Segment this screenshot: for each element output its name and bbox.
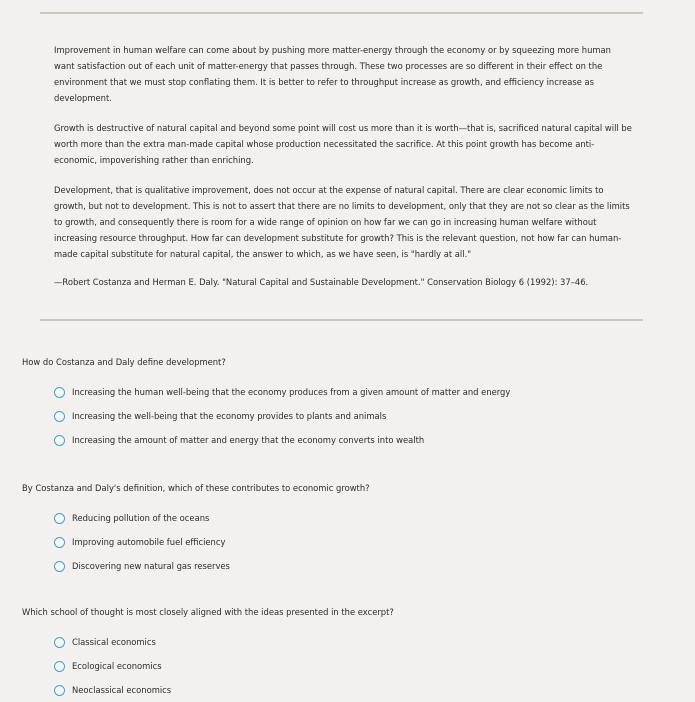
question-1-option-3[interactable] bbox=[54, 428, 662, 452]
question-2-option-1[interactable] bbox=[54, 506, 662, 530]
passage-paragraph-2: Growth is destructive of natural capital and beyond some point will cost us more than it is worth—that is, sacrificed natural capital will be worth more than the extra man-made capital whose production necessitated the sacrifice. At this point growth has become anti-economic, impoverishing rather than enriching. bbox=[54, 123, 632, 165]
radio-button[interactable] bbox=[54, 387, 65, 398]
question-3 bbox=[22, 604, 662, 702]
question-2-options bbox=[54, 506, 662, 578]
question-3-option-2[interactable] bbox=[54, 654, 662, 678]
option-label: Increasing the human well-being that the economy produces from a given amount of matter and energy bbox=[72, 387, 511, 397]
excerpt-passage bbox=[54, 42, 634, 304]
radio-button[interactable] bbox=[54, 537, 65, 548]
question-1 bbox=[22, 354, 662, 452]
option-label: Reducing pollution of the oceans bbox=[72, 513, 210, 523]
top-divider bbox=[40, 12, 643, 14]
option-label: Discovering new natural gas reserves bbox=[72, 561, 230, 571]
radio-button[interactable] bbox=[54, 513, 65, 524]
passage-citation: —Robert Costanza and Herman E. Daly. "Natural Capital and Sustainable Development." Conservation Biology 6 (1992): 37–46. bbox=[54, 277, 589, 287]
passage-paragraph-3: Development, that is qualitative improvement, does not occur at the expense of natural capital. There are clear economic limits to growth, but not to development. This is not to assert that there are no limits to development, only that they are not so clear as the limits to growth, and consequently there is room for a wide range of opinion on how far we can go in increasing human welfare without increasing resource throughput. How far can development substitute for growth? This is the relevant question, not how far can human-made capital substitute for natural capital, the answer to which, as we have seen, is "hardly at all." bbox=[54, 185, 630, 259]
question-2-option-2[interactable] bbox=[54, 530, 662, 554]
radio-button[interactable] bbox=[54, 637, 65, 648]
radio-button[interactable] bbox=[54, 685, 65, 696]
radio-button[interactable] bbox=[54, 411, 65, 422]
option-label: Increasing the amount of matter and energy that the economy converts into wealth bbox=[72, 435, 425, 445]
question-list bbox=[22, 354, 662, 702]
question-3-option-3[interactable] bbox=[54, 678, 662, 702]
question-1-option-1[interactable] bbox=[54, 380, 662, 404]
question-3-option-1[interactable] bbox=[54, 630, 662, 654]
option-label: Classical economics bbox=[72, 637, 156, 647]
question-3-text: Which school of thought is most closely aligned with the ideas presented in the excerpt? bbox=[22, 607, 394, 617]
question-2 bbox=[22, 480, 662, 578]
option-label: Ecological economics bbox=[72, 661, 162, 671]
bottom-divider bbox=[40, 319, 643, 321]
question-1-option-2[interactable] bbox=[54, 404, 662, 428]
passage-paragraph-1: Improvement in human welfare can come about by pushing more matter-energy through the economy or by squeezing more human want satisfaction out of each unit of matter-energy that passes through. These two processes are so different in their effect on the environment that we must stop conflating them. It is better to refer to throughput increase as growth, and efficiency increase as development. bbox=[54, 45, 611, 103]
question-3-options bbox=[54, 630, 662, 702]
radio-button[interactable] bbox=[54, 435, 65, 446]
question-2-option-3[interactable] bbox=[54, 554, 662, 578]
option-label: Improving automobile fuel efficiency bbox=[72, 537, 226, 547]
option-label: Increasing the well-being that the economy provides to plants and animals bbox=[72, 411, 387, 421]
radio-button[interactable] bbox=[54, 661, 65, 672]
question-1-options bbox=[54, 380, 662, 452]
question-2-text: By Costanza and Daly's definition, which of these contributes to economic growth? bbox=[22, 483, 370, 493]
option-label: Neoclassical economics bbox=[72, 685, 172, 695]
question-1-text: How do Costanza and Daly define development? bbox=[22, 357, 226, 367]
radio-button[interactable] bbox=[54, 561, 65, 572]
